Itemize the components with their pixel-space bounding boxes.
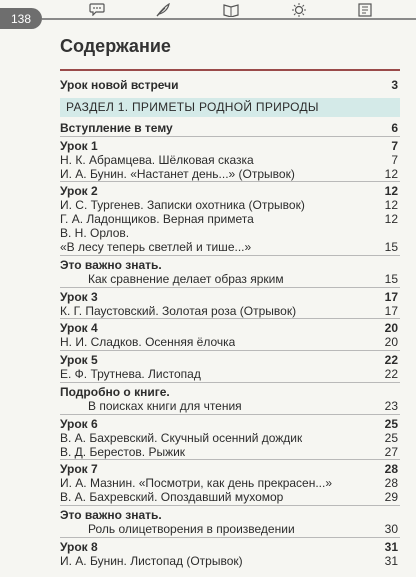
toc-entry-page: 29 — [384, 490, 398, 505]
toc-entry — [60, 555, 400, 569]
toc-entry-page: 12 — [384, 212, 398, 227]
toc-entry-page: 7 — [391, 152, 398, 167]
toc-entry-page: 20 — [384, 335, 398, 350]
toc-entry-page: 22 — [384, 367, 398, 382]
toc-entry-page: 17 — [384, 289, 398, 304]
toc-entry-page: 12 — [384, 166, 398, 181]
toc-entry — [60, 79, 400, 93]
toc-entry — [60, 509, 400, 523]
toc-entry — [60, 154, 400, 168]
toc-entry-title: В. Н. Орлов. — [60, 227, 130, 241]
toc-entry-page: 20 — [384, 321, 398, 336]
toc-entry-title: Е. Ф. Трутнева. Листопад — [60, 368, 201, 382]
toc-entry — [60, 368, 400, 382]
toc-entry-page: 15 — [384, 240, 398, 255]
toc-entry-title: Это важно знать. — [60, 509, 162, 523]
toc-entry — [60, 273, 400, 287]
toc-entry-page: 15 — [384, 271, 398, 286]
table-of-contents — [60, 79, 400, 569]
toc-entry — [60, 523, 400, 537]
toc-entry-page: 28 — [384, 462, 398, 477]
toc-entry-title: И. А. Мазнин. «Посмотри, как день прекрасен...» — [60, 477, 333, 491]
book-icon — [222, 3, 240, 17]
toc-entry-title: И. А. Бунин. «Настанет день...» (Отрывок) — [60, 167, 295, 181]
toc-entry-title: Урок 5 — [60, 354, 98, 368]
notebook-icon — [356, 3, 374, 17]
toc-entry — [60, 322, 400, 336]
toc-entry — [60, 336, 400, 350]
page-header — [0, 0, 416, 24]
toc-entry — [60, 305, 400, 319]
toc-entry-page: 30 — [384, 522, 398, 537]
page-title: Содержание — [60, 36, 171, 56]
toc-entry-title: «В лесу теперь светлей и тише...» — [60, 241, 252, 255]
toc-entry-page: 3 — [391, 78, 398, 92]
toc-entry-page: 27 — [384, 444, 398, 459]
toc-entry — [60, 241, 400, 255]
toc-entry-title: Урок 1 — [60, 139, 98, 153]
toc-entry — [60, 418, 400, 432]
toc-entry-title: В. А. Бахревский. Опоздавший мухомор — [60, 491, 284, 505]
toc-entry-title: Подробно о книге. — [60, 386, 170, 400]
toc-entry — [60, 122, 400, 136]
toc-entry-title: Как сравнение делает образ ярким — [88, 272, 284, 286]
speech-bubble-icon — [88, 3, 106, 17]
toc-entry — [60, 291, 400, 305]
title-rule — [60, 69, 400, 71]
toc-entry — [60, 227, 400, 241]
toc-entry — [60, 463, 400, 477]
toc-entry-title: Вступление в тему — [60, 121, 173, 135]
toc-entry-title: РАЗДЕЛ 1. ПРИМЕТЫ РОДНОЙ ПРИРОДЫ — [66, 99, 319, 114]
toc-entry-page: 25 — [384, 416, 398, 431]
toc-entry — [60, 541, 400, 555]
section-heading — [60, 98, 400, 117]
toc-entry-page: 25 — [384, 430, 398, 445]
toc-entry-page: 7 — [391, 138, 398, 153]
toc-entry-page: 6 — [391, 120, 398, 135]
toc-entry-title: Н. К. Абрамцева. Шёлковая сказка — [60, 153, 254, 167]
page-number: 138 — [0, 8, 42, 29]
toc-entry-title: Роль олицетворения в произведении — [88, 523, 295, 537]
toc-entry-title: В. А. Бахревский. Скучный осенний дождик — [60, 431, 303, 445]
toc-entry — [60, 213, 400, 227]
toc-entry-page: 28 — [384, 476, 398, 491]
toc-entry — [60, 386, 400, 400]
toc-entry-page: 31 — [384, 553, 398, 568]
toc-entry-page: 12 — [384, 184, 398, 199]
toc-entry — [60, 199, 400, 213]
toc-entry — [60, 140, 400, 154]
toc-entry-title: К. Г. Паустовский. Золотая роза (Отрывок) — [60, 304, 297, 318]
toc-entry-page: 31 — [384, 539, 398, 554]
toc-entry-page: 23 — [384, 398, 398, 413]
toc-entry-title: Это важно знать. — [60, 258, 162, 272]
toc-entry-title: Урок 7 — [60, 463, 98, 477]
header-rule — [42, 18, 416, 20]
toc-entry — [60, 185, 400, 199]
toc-entry-title: И. А. Бунин. Листопад (Отрывок) — [60, 554, 243, 568]
toc-entry-title: Урок 3 — [60, 290, 98, 304]
toc-entry — [60, 446, 400, 460]
toc-entry — [60, 259, 400, 273]
toc-entry — [60, 432, 400, 446]
toc-entry — [60, 400, 400, 414]
toc-entry — [60, 354, 400, 368]
toc-entry-title: В поисках книги для чтения — [88, 399, 242, 413]
toc-entry-title: Урок 2 — [60, 185, 98, 199]
feather-icon — [154, 3, 172, 17]
toc-entry-title: И. С. Тургенев. Записки охотника (Отрывок) — [60, 199, 305, 213]
toc-entry-title: Урок 8 — [60, 540, 98, 554]
toc-entry — [60, 168, 400, 182]
toc-entry-title: В. Д. Берестов. Рыжик — [60, 445, 186, 459]
toc-entry-title: Урок новой встречи — [60, 79, 179, 92]
toc-entry-page: 12 — [384, 198, 398, 213]
toc-entry-title: Урок 4 — [60, 322, 98, 336]
toc-entry — [60, 477, 400, 491]
toc-entry-page: 22 — [384, 353, 398, 368]
toc-entry-title: Г. А. Ладонщиков. Верная примета — [60, 213, 254, 227]
sun-icon — [290, 3, 308, 17]
toc-entry — [60, 491, 400, 505]
toc-entry-title: Н. И. Сладков. Осенняя ёлочка — [60, 336, 236, 350]
toc-entry-title: Урок 6 — [60, 417, 98, 431]
toc-entry-page: 17 — [384, 303, 398, 318]
